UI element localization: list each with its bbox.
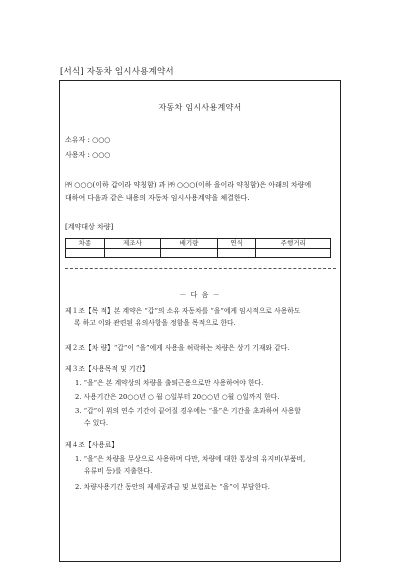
table-header-cell: 연식 [217, 239, 256, 249]
table-header-cell: 주행거리 [256, 239, 331, 249]
article-1-line-2: 록 하고 이와 관련된 유의사항을 정함을 목적으로 한다. [74, 319, 236, 327]
article-3-item-3-line-1: 3. “갑”이 위의 연수 기간이 끝어질 경우에는 “을”은 기간을 초과하여 사용할 [75, 407, 301, 415]
vehicle-section-label: [계약대상 차량] [65, 223, 114, 231]
table-cell [161, 249, 218, 258]
contract-document [59, 80, 341, 562]
user-line: 사용자 : ○○○ [65, 151, 111, 159]
da-eum-heading: － 다 음 － [179, 291, 221, 299]
owner-line: 소유자 : ○○○ [65, 136, 111, 144]
table-header-cell: 차종 [66, 239, 105, 249]
intro-line-2: 대하여 다음과 같은 내용의 자동차 임시사용계약을 체결한다. [65, 194, 250, 202]
article-4-heading [65, 439, 337, 451]
section-divider [65, 268, 336, 269]
article-3-item-3-line-2: 수 있다. [84, 419, 109, 427]
table-cell [104, 249, 161, 258]
article-4-item-1-line-1: 1. “을”은 차량을 무상으로 사용하며 다만, 차량에 대한 통상의 유지비(부품비, [75, 455, 306, 463]
article-3-item-1: 1. “을”은 본 계약상의 차량을 출퇴근용으로만 사용하여야 한다. [75, 379, 264, 387]
article-2-line-1: 제２조【차 량】“갑”이 “을”에게 사용을 허락하는 차량은 상기 기재와 같다. [65, 344, 290, 352]
article-4-item-2: 2. 차량사용기간 동안의 제세공과금 및 보험료는 “을”이 부담한다. [75, 483, 270, 491]
article-3-item-3 [75, 405, 337, 429]
document-title: 자동차 임시사용계약서 [158, 103, 242, 112]
vehicle-table-header-row [66, 239, 331, 249]
article-1-line-1: 제１조【목 적】본 계약은 “갑”의 소유 자동차를 “을”에게 임시적으로 사용하도 [65, 307, 301, 315]
article-3-item-2: 2. 사용기간은 20○○년 ○ 월 ○일부터 20○○년 ○월 ○일까지 한다. [75, 393, 280, 401]
article-3-heading [65, 363, 337, 375]
article-4-title: 제４조【사용료】 [65, 441, 119, 449]
table-cell [256, 249, 331, 258]
form-title: [서식] 자동차 임시사용계약서 [60, 67, 174, 77]
article-4-item-1 [75, 453, 337, 477]
table-cell [217, 249, 256, 258]
table-header-cell: 제조사 [104, 239, 161, 249]
table-row [66, 249, 331, 258]
intro-line-1: ㈜ ○○○(이하 갑이라 약칭함) 과 ㈜ ○○○(이하 을이라 약칭함)은 아래의 차량에 [65, 181, 312, 189]
article-4-item-1-line-2: 유류비 등)를 지출한다. [84, 467, 153, 475]
table-header-cell: 배기량 [161, 239, 218, 249]
vehicle-table [65, 238, 331, 258]
table-cell [66, 249, 105, 258]
article-2 [65, 342, 337, 354]
intro-paragraph [65, 179, 337, 205]
article-1 [65, 305, 337, 329]
article-3-title: 제３조【사용목적 및 기간】 [65, 365, 149, 373]
